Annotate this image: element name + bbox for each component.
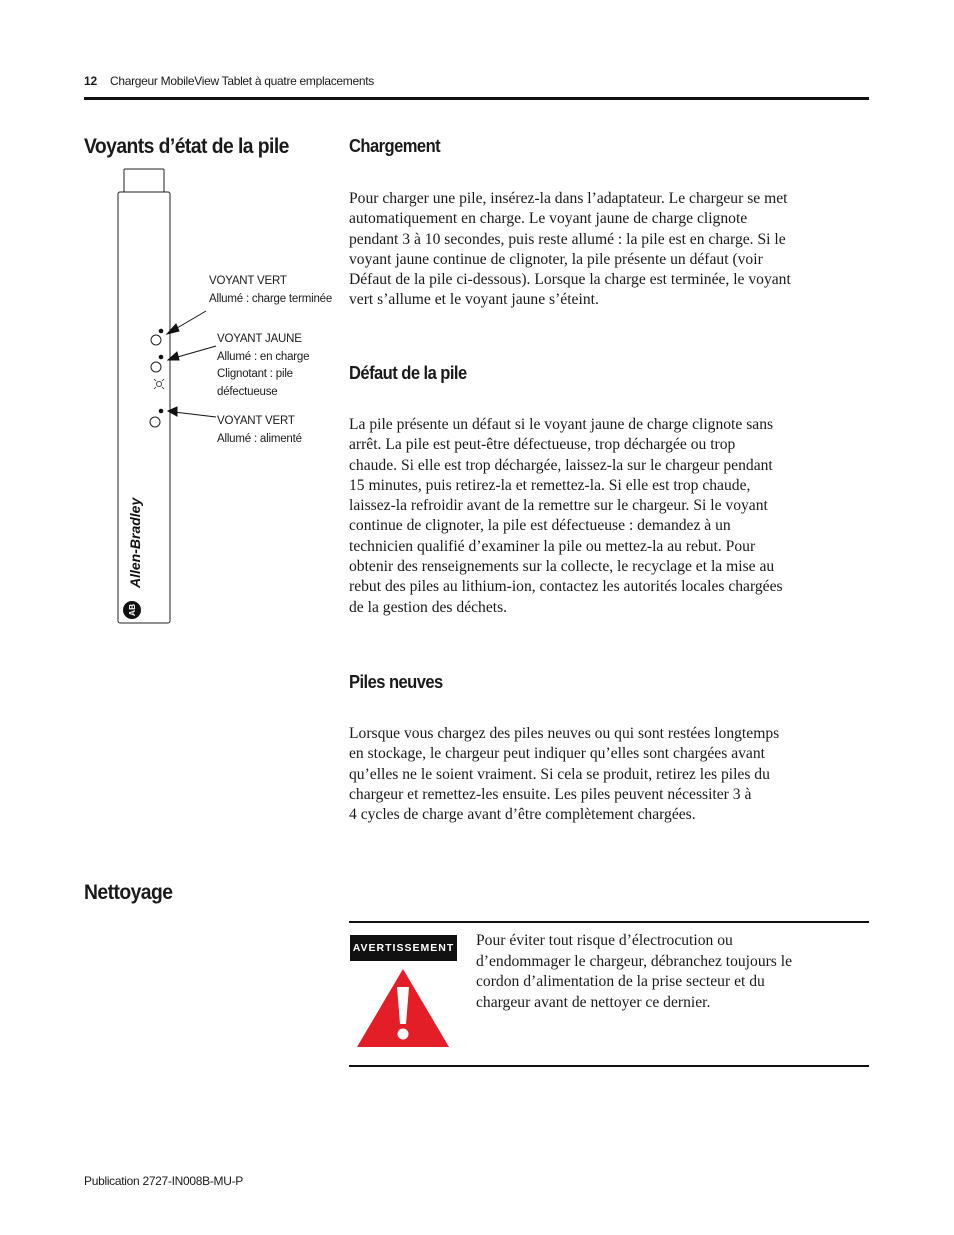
text-line: 4 cycles de charge avant d’être complètement chargées. — [349, 806, 696, 824]
led1-line: Allumé : charge terminée — [209, 292, 333, 305]
led2-line: Clignotant : pile — [217, 368, 293, 380]
charger-body — [118, 192, 170, 623]
section-title-nettoyage: Nettoyage — [84, 881, 173, 904]
led3-line: Allumé : alimenté — [217, 432, 302, 445]
led2-line: Allumé : en charge — [217, 350, 310, 363]
text-line: chargeur avant de nettoyer ce dernier. — [476, 993, 711, 1011]
text-line: voyant jaune continue de clignoter, la pile présente un défaut (voir — [349, 250, 763, 268]
warning-bottom-rule — [349, 1065, 869, 1067]
led1-title: VOYANT VERT — [209, 275, 287, 287]
led3-title: VOYANT VERT — [217, 415, 295, 427]
led-green-bottom-icon — [150, 417, 160, 427]
led2-line: défectueuse — [217, 385, 278, 398]
led-green-top-icon — [151, 335, 161, 345]
section-title-voyants: Voyants d’état de la pile — [84, 135, 289, 158]
page-number: 12 — [84, 74, 97, 88]
running-header: Chargeur MobileView Tablet à quatre emplacements — [110, 74, 374, 88]
text-line: laissez-la refroidir avant de la remettre sur le chargeur. Si le voyant — [349, 497, 768, 515]
text-line: en stockage, le chargeur peut indiquer qu’elles sont chargées avant — [349, 745, 765, 763]
warning-top-rule — [349, 921, 869, 923]
led1-callout — [209, 273, 332, 308]
paragraph-defaut — [349, 415, 869, 618]
led2-callout — [217, 331, 309, 401]
text-line: rebut des piles au lithium-ion, contactez les autorités locales chargées — [349, 578, 783, 596]
text-line: de la gestion des déchets. — [349, 598, 508, 616]
text-line: pendant 3 à 10 secondes, puis reste allumé : la pile est en charge. Si le — [349, 230, 786, 248]
text-line: Défaut de la pile ci-dessous). Lorsque la charge est terminée, le voyant — [349, 271, 791, 289]
ab-logo-icon — [123, 601, 141, 619]
text-line: continue de clignoter, la pile est défectueuse : demandez à un — [349, 517, 731, 535]
footer-publication: Publication 2727-IN008B-MU-P — [84, 1174, 244, 1188]
header-rule — [84, 97, 869, 100]
text-line: chargeur et remettez-les ensuite. Les piles peuvent nécessiter 3 à — [349, 785, 752, 803]
text-line: automatiquement en charge. Le voyant jaune de charge clignote — [349, 210, 748, 228]
svg-text:AB: AB — [127, 603, 138, 617]
text-line: vert s’allume et le voyant jaune s’éteint. — [349, 291, 599, 309]
text-line: La pile présente un défaut si le voyant jaune de charge clignote sans — [349, 416, 774, 433]
warning-triangle-icon — [355, 967, 451, 1049]
text-line: qu’elles ne le soient vraiment. Si cela se produit, retirez les piles du — [349, 765, 770, 783]
paragraph-chargement — [349, 189, 869, 311]
led-yellow-icon — [151, 362, 161, 372]
text-line: cordon d’alimentation de la prise secteur et du — [476, 973, 765, 990]
text-line: arrêt. La pile est peut-être défectueuse, trop déchargée ou trop — [349, 436, 736, 454]
led2-title: VOYANT JAUNE — [217, 333, 302, 345]
heading-defaut: Défaut de la pile — [349, 363, 467, 383]
text-line: Pour éviter tout risque d’électrocution ou — [476, 932, 733, 949]
warning-badge: AVERTISSEMENT — [350, 935, 457, 961]
heading-chargement: Chargement — [349, 136, 441, 156]
text-line: d’endommager le chargeur, débranchez toujours le — [476, 952, 793, 970]
text-line: obtenir des renseignements sur la collecte, le recyclage et la mise au — [349, 558, 775, 576]
heading-piles-neuves: Piles neuves — [349, 672, 443, 692]
blink-indicator-icon — [154, 379, 164, 389]
warning-text — [476, 931, 868, 1013]
text-line: Pour charger une pile, insérez-la dans l’adaptateur. Le chargeur se met — [349, 190, 788, 207]
charger-cap — [124, 169, 164, 192]
led3-callout — [217, 413, 302, 448]
text-line: technicien qualifié d’examiner la pile ou mettez-la au rebut. Pour — [349, 537, 756, 555]
paragraph-piles-neuves — [349, 724, 869, 825]
brand-label: Allen-Bradley — [127, 497, 143, 588]
text-line: chaude. Si elle est trop déchargée, laissez-la sur le chargeur pendant — [349, 456, 773, 474]
text-line: 15 minutes, puis retirez-la et remettez-la. Si elle est trop chaude, — [349, 476, 751, 494]
text-line: Lorsque vous chargez des piles neuves ou qui sont restées longtemps — [349, 725, 780, 742]
